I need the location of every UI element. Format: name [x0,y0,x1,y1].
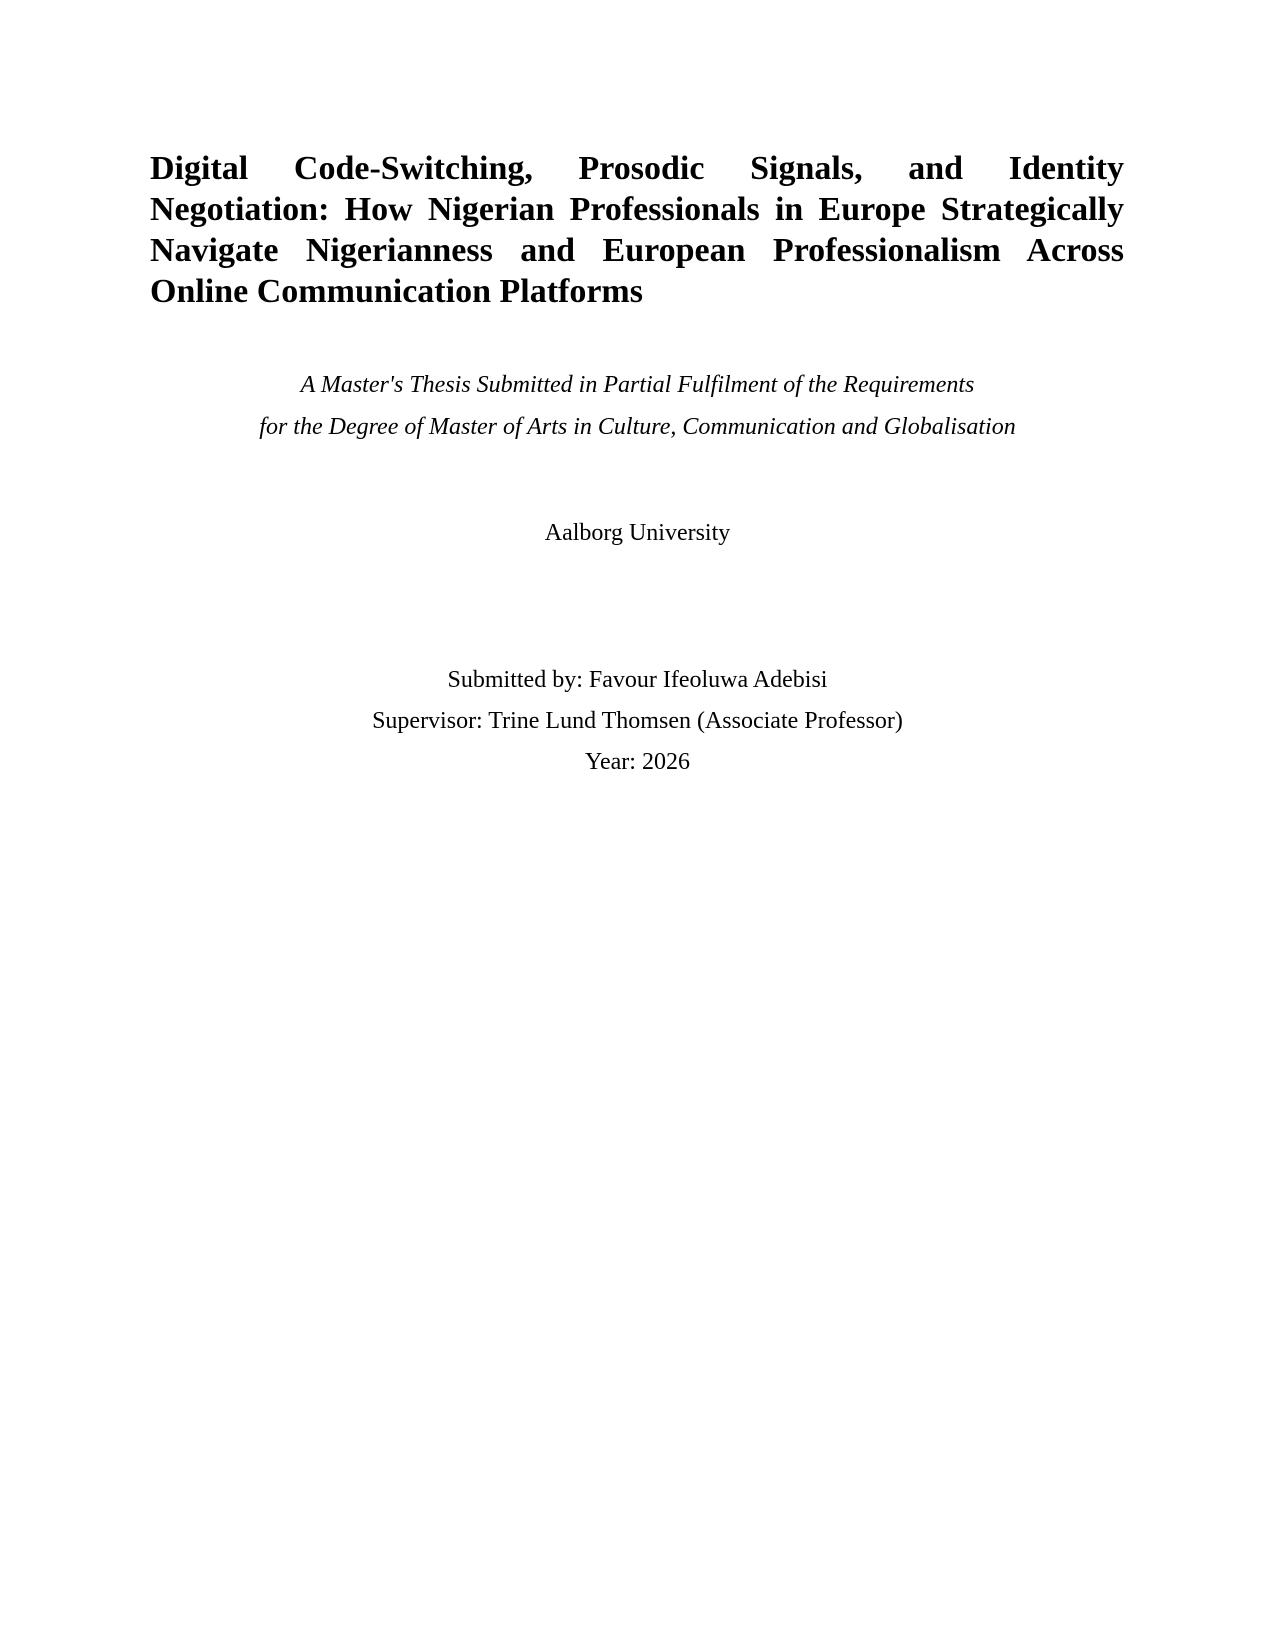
year: Year: 2026 [585,749,690,775]
subtitle-line-1: A Master's Thesis Submitted in Partial Fulfilment of the Requirements [300,372,975,398]
subtitle-line-2: for the Degree of Master of Arts in Culture, Communication and Globalisation [259,414,1016,440]
submitted-by: Submitted by: Favour Ifeoluwa Adebisi [447,667,828,693]
submission-info [0,660,1275,783]
university-name: Aalborg University [544,520,731,546]
thesis-subtitle [0,364,1275,448]
supervisor: Supervisor: Trine Lund Thomsen (Associate Professor) [372,708,903,734]
thesis-title: Digital Code-Switching, Prosodic Signals, and Identity Negotiation: How Nigerian Professionals in Europe Strategically Navigate Nigerianness and European Professionalism Across Online Communication Platforms [150,150,1124,310]
